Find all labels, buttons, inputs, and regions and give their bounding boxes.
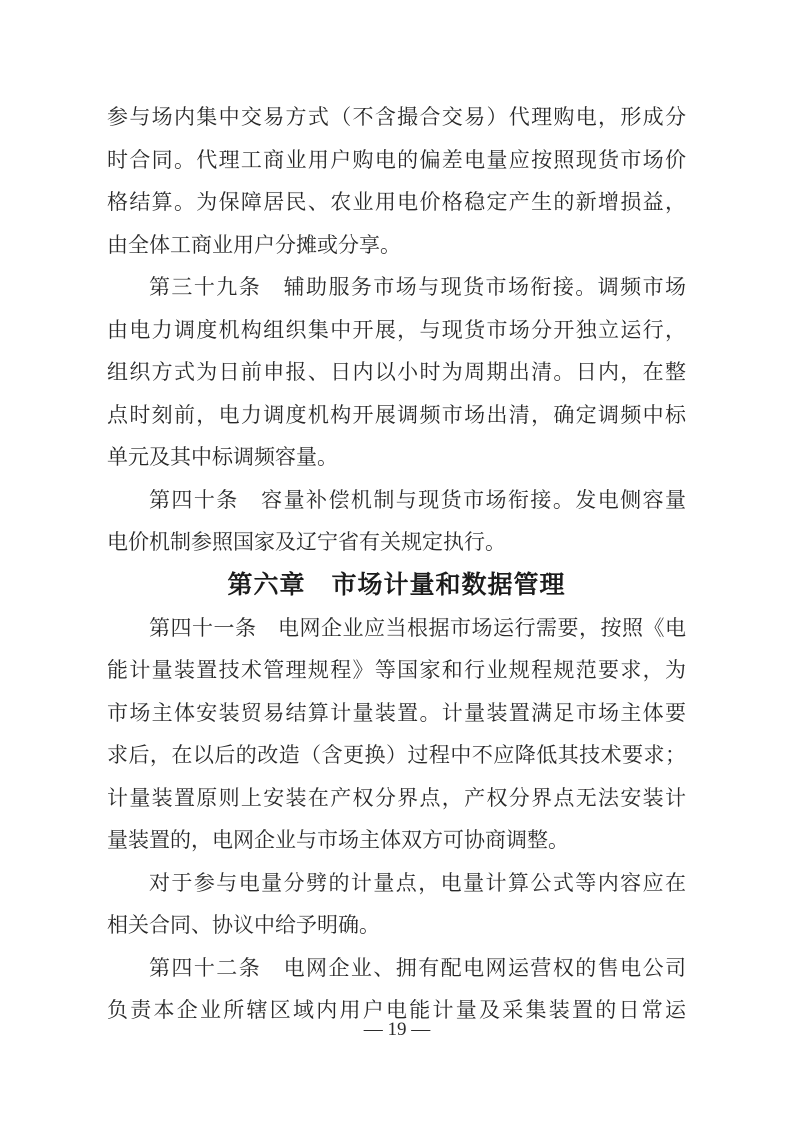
body-line: 由电力调度机构组织集中开展，与现货市场分开独立运行， [107, 317, 686, 342]
body-line: 负责本企业所辖区域内用户电能计量及采集装置的日常运 [107, 998, 686, 1023]
body-line: 第四十一条 电网企业应当根据市场运行需要，按照《电 [149, 615, 686, 640]
body-line: 单元及其中标调频容量。 [107, 445, 338, 470]
body-line: 对于参与电量分劈的计量点，电量计算公式等内容应在 [149, 870, 686, 895]
body-line: 参与场内集中交易方式（不含撮合交易）代理购电，形成分 [107, 105, 686, 129]
body-line: 求后，在以后的改造（含更换）过程中不应降低其技术要求； [107, 743, 686, 768]
body-line: 第三十九条 辅助服务市场与现货市场衔接。调频市场 [149, 275, 686, 300]
body-line: 时合同。代理工商业用户购电的偏差电量应按照现货市场价 [107, 147, 686, 172]
body-line: 相关合同、协议中给予明确。 [107, 913, 380, 938]
body-line: 点时刻前，电力调度机构开展调频市场出清，确定调频中标 [107, 402, 686, 427]
page-number: — 19 — [363, 1019, 431, 1040]
chapter-heading: 第六章 市场计量和数据管理 [227, 571, 566, 600]
body-line: 第四十二条 电网企业、拥有配电网运营权的售电公司 [149, 955, 686, 980]
body-line: 第四十条 容量补偿机制与现货市场衔接。发电侧容量 [149, 487, 686, 512]
body-line: 电价机制参照国家及辽宁省有关规定执行。 [107, 530, 506, 555]
body-line: 量装置的，电网企业与市场主体双方可协商调整。 [107, 828, 569, 853]
body-line: 由全体工商业用户分摊或分享。 [107, 232, 401, 257]
body-line: 格结算。为保障居民、农业用电价格稳定产生的新增损益， [107, 190, 686, 215]
body-line: 能计量装置技术管理规程》等国家和行业规程规范要求，为 [107, 658, 686, 683]
body-line: 组织方式为日前申报、日内以小时为周期出清。日内，在整 [107, 360, 686, 385]
body-line: 市场主体安装贸易结算计量装置。计量装置满足市场主体要 [107, 700, 686, 725]
page-content [107, 96, 686, 1032]
body-line: 计量装置原则上安装在产权分界点，产权分界点无法安装计 [107, 785, 686, 810]
